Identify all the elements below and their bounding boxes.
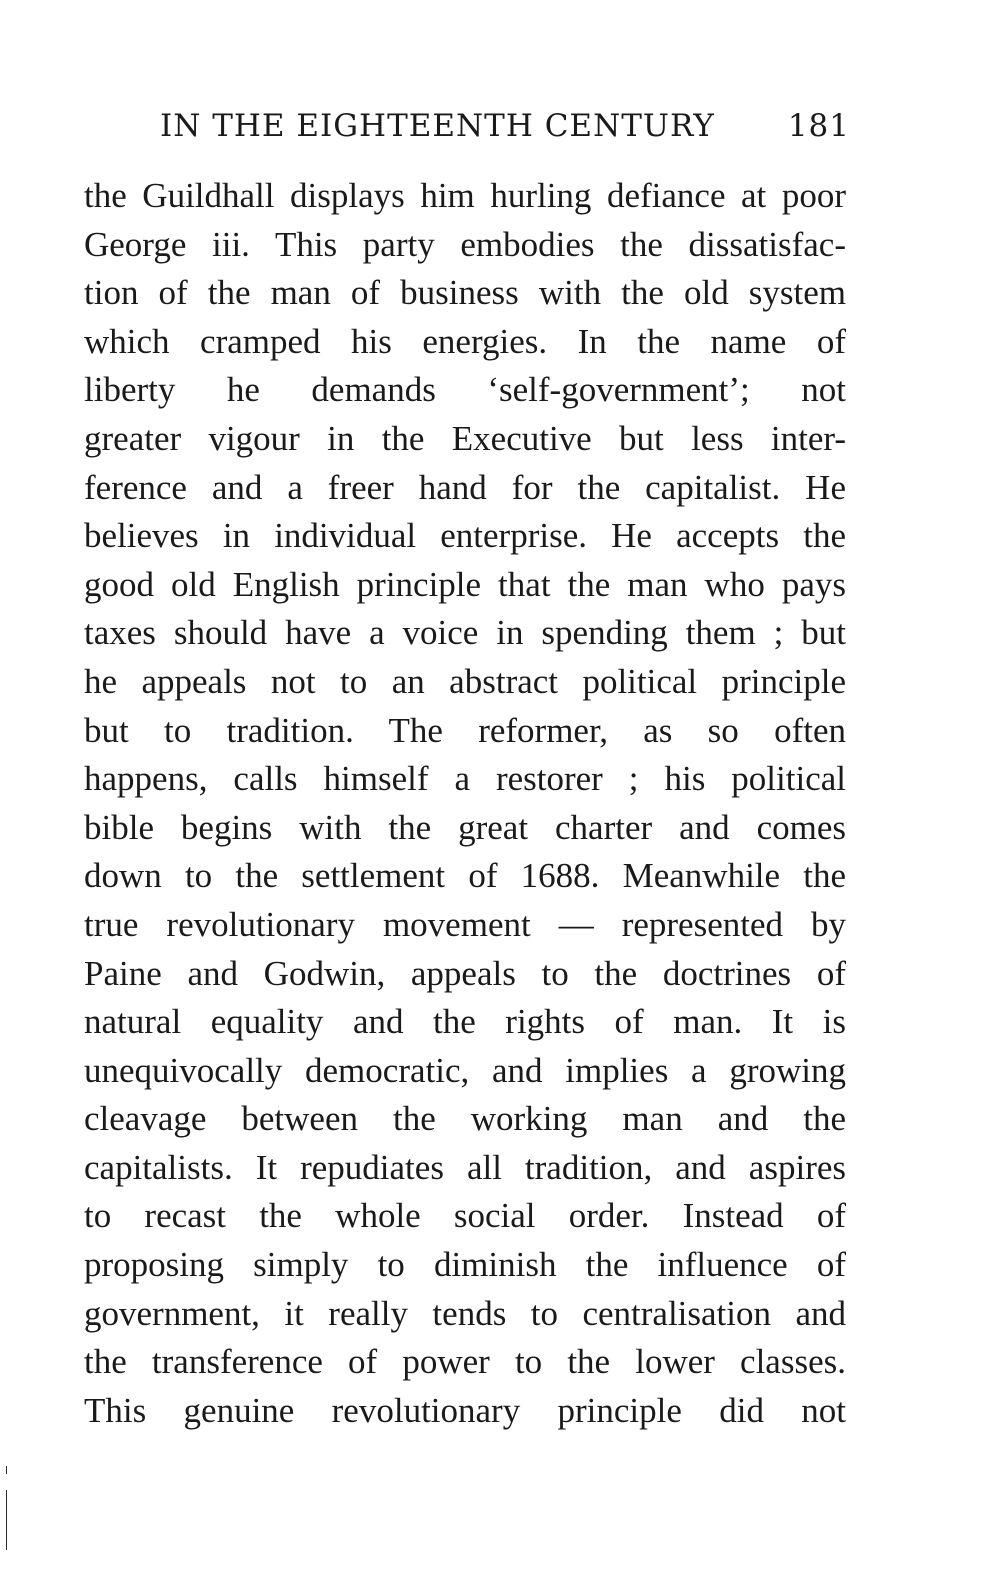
text-line: to recast the whole social order. Instead of <box>84 1196 846 1236</box>
text-line: which cramped his energies. In the name of <box>84 321 846 361</box>
text-line: true revolutionary movement — represented by <box>84 904 846 944</box>
text-line: good old English principle that the man who pays <box>84 564 846 604</box>
page-number: 181 <box>787 108 850 144</box>
text-line: ference and a freer hand for the capitalist. He <box>84 467 846 507</box>
text-line: he appeals not to an abstract political principle <box>84 661 846 701</box>
scan-margin-rule <box>6 1490 7 1550</box>
text-line: taxes should have a voice in spending them ; but <box>84 613 846 653</box>
text-line: natural equality and the rights of man. It is <box>84 1002 846 1042</box>
text-line: government, it really tends to centralisation and <box>84 1293 846 1333</box>
text-line: greater vigour in the Executive but less inter- <box>84 418 846 458</box>
running-head <box>160 106 850 146</box>
text-line: capitalists. It repudiates all tradition, and aspires <box>84 1147 846 1187</box>
running-head-title: IN THE EIGHTEENTH CENTURY <box>160 108 715 144</box>
text-line: George iii. This party embodies the dissatisfac- <box>84 224 846 264</box>
text-line: unequivocally democratic, and implies a growing <box>84 1050 846 1090</box>
text-line: This genuine revolutionary principle did not <box>84 1390 846 1430</box>
text-line: but to tradition. The reformer, as so often <box>84 710 846 750</box>
text-line: liberty he demands ‘self-government’; not <box>84 370 846 410</box>
text-line: believes in individual enterprise. He accepts the <box>84 516 846 556</box>
text-line: happens, calls himself a restorer ; his political <box>84 759 846 799</box>
text-line: cleavage between the working man and the <box>84 1099 846 1139</box>
text-line: the transference of power to the lower classes. <box>84 1342 846 1382</box>
text-line: tion of the man of business with the old system <box>84 273 846 313</box>
scan-margin-mark <box>6 1466 7 1474</box>
body-text <box>84 172 846 1435</box>
text-line: down to the settlement of 1688. Meanwhile the <box>84 856 846 896</box>
text-line: Paine and Godwin, appeals to the doctrines of <box>84 953 846 993</box>
text-line: bible begins with the great charter and comes <box>84 807 846 847</box>
text-line: proposing simply to diminish the influence of <box>84 1245 846 1285</box>
text-line: the Guildhall displays him hurling defiance at poor <box>84 176 846 215</box>
